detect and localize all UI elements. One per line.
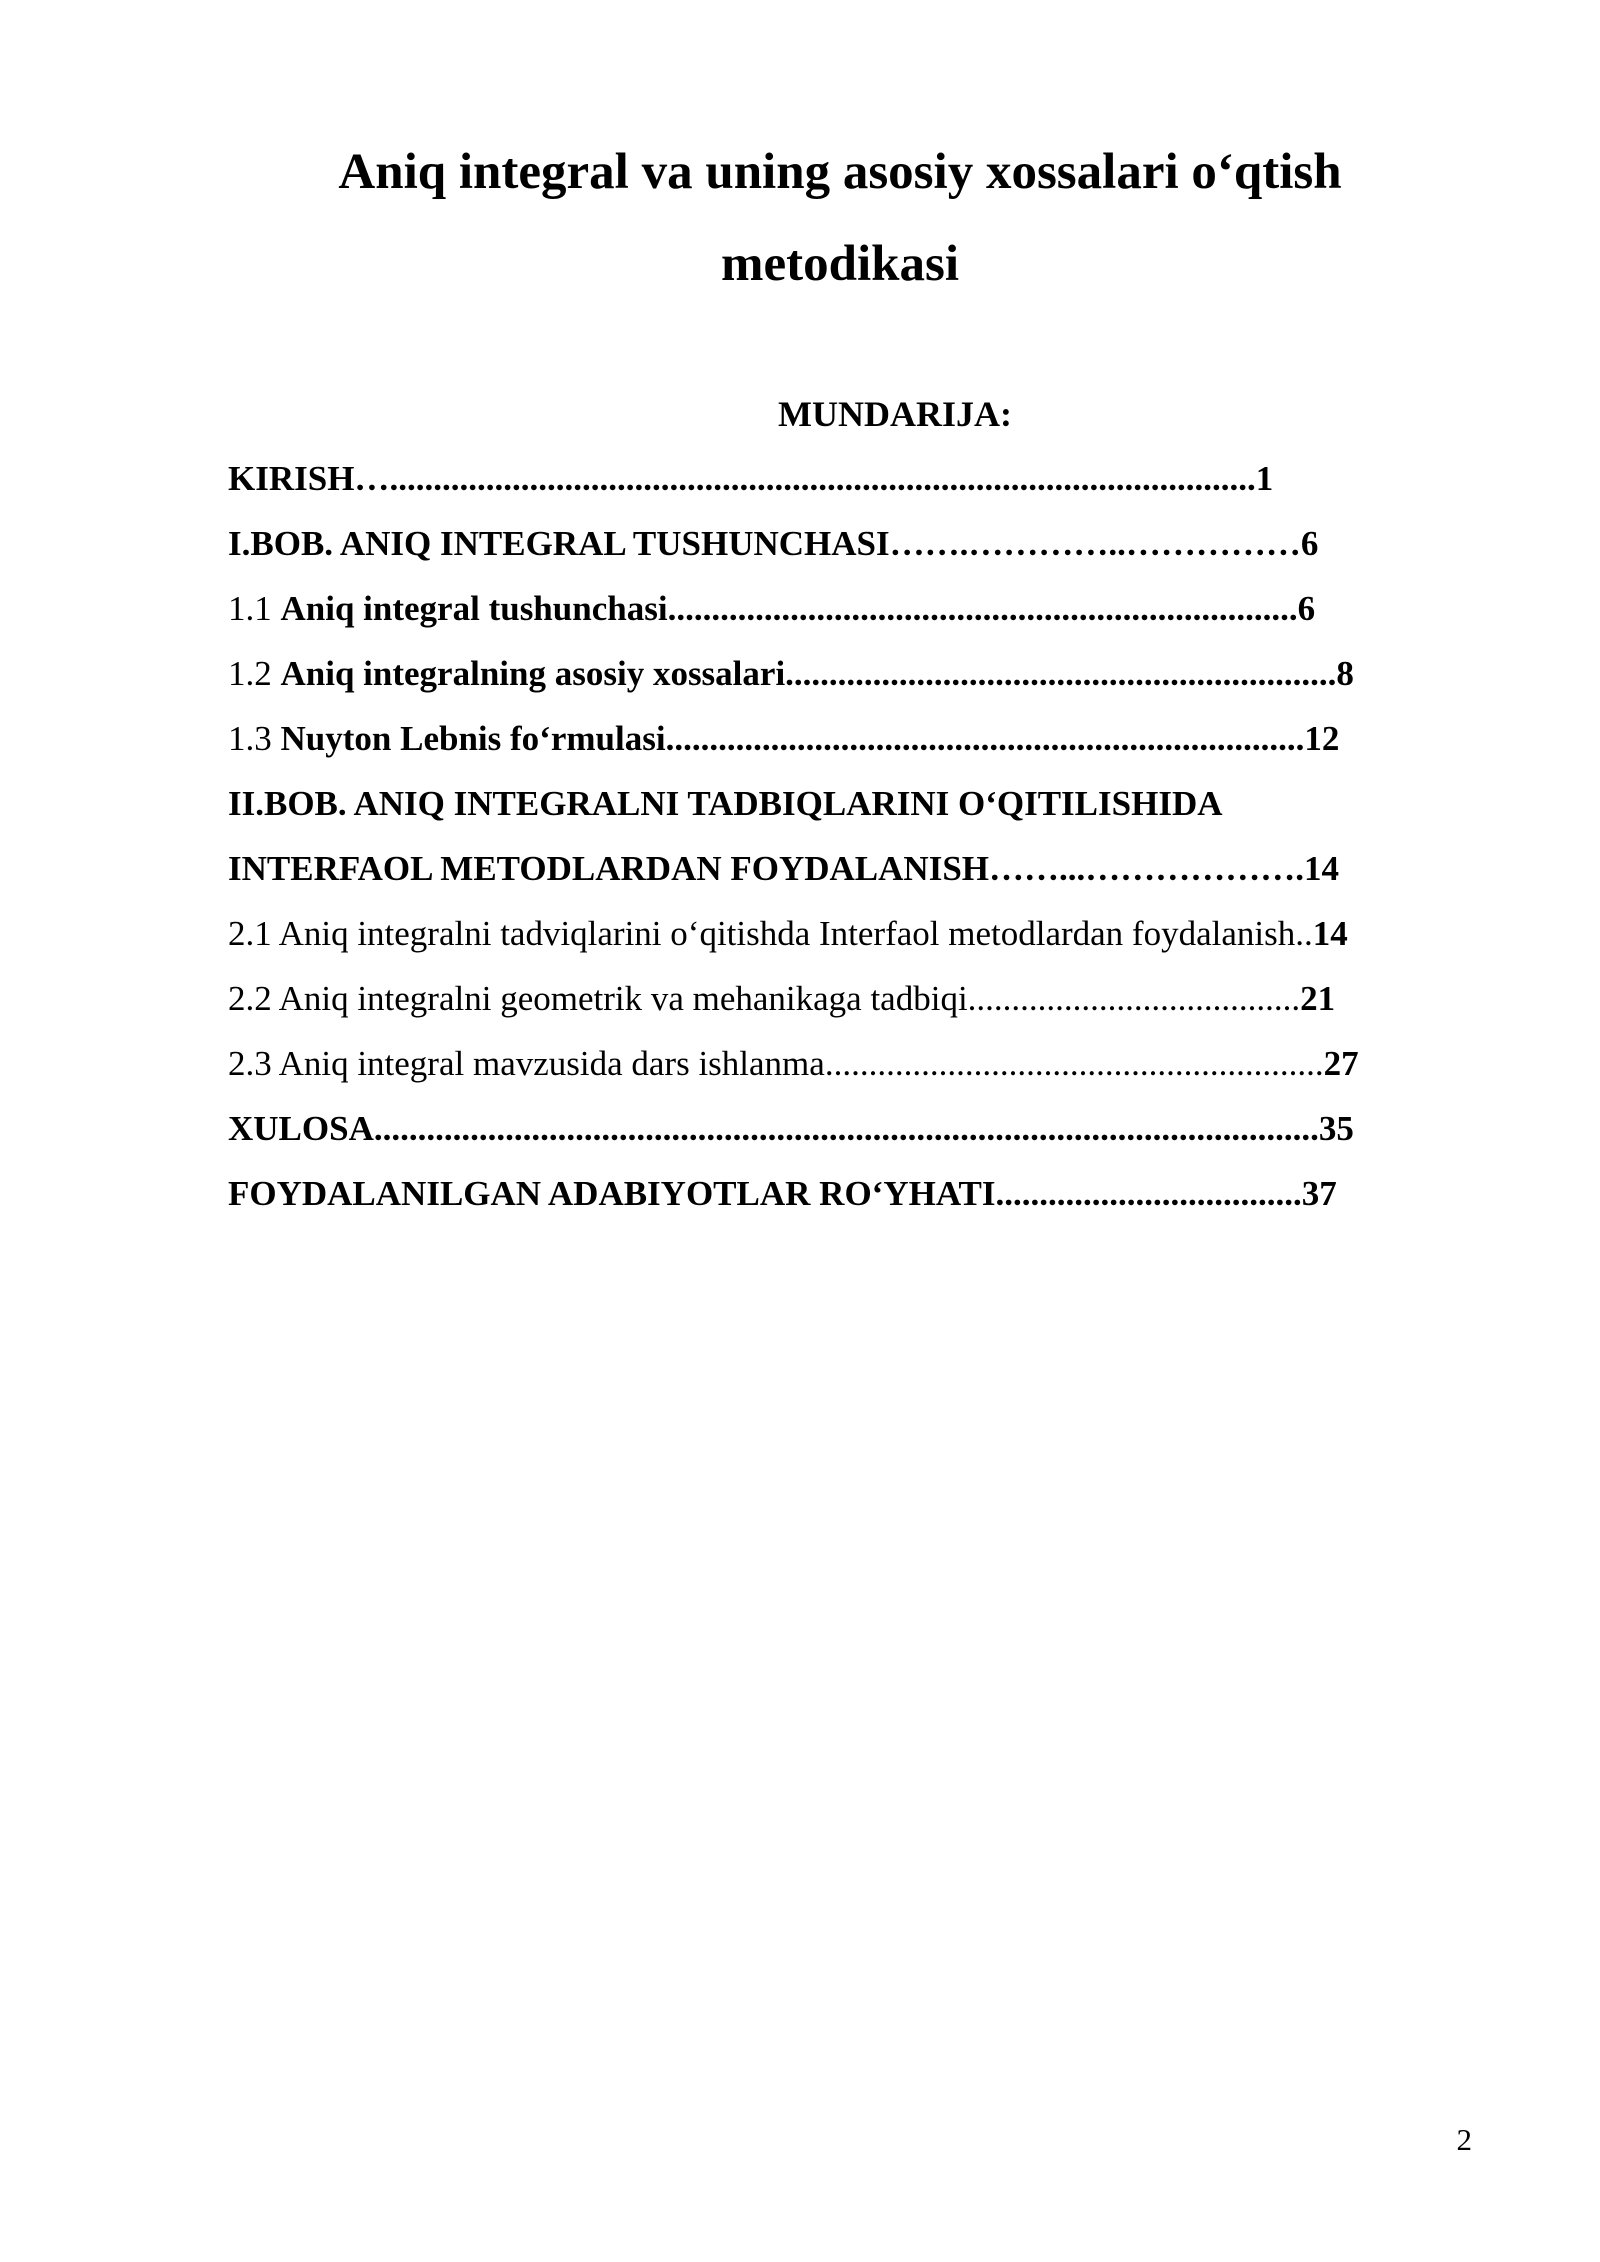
toc-entry-page: 14 (1304, 849, 1340, 888)
toc-entry-leader: …….…………..…………… (889, 524, 1301, 563)
toc-entry-leader: ......................................................... (824, 1044, 1324, 1083)
toc-entry-number: 1.2 (228, 654, 281, 693)
toc-entry-page: 1 (1255, 459, 1274, 498)
toc-entry-1-3 (228, 716, 1478, 781)
page-number: 2 (1456, 2122, 1472, 2157)
toc-entry-2-1 (228, 911, 1478, 976)
toc-entry-label: XULOSA (228, 1109, 374, 1148)
toc-entry-number: 1.3 (228, 719, 281, 758)
toc-entry-label: I.BOB. ANIQ INTEGRAL TUSHUNCHASI (228, 524, 890, 563)
toc-entry-kirish (228, 456, 1478, 521)
toc-entry-label: 2.3 Aniq integral mavzusida dars ishlanma (228, 1044, 825, 1083)
toc-entry-label: Nuyton Lebnis fo‘rmulasi (280, 719, 666, 758)
toc-entry-page: 27 (1323, 1044, 1359, 1083)
toc-entry-page: 37 (1301, 1174, 1337, 1213)
toc-entry-label: Aniq integralning asosiy xossalari (280, 654, 786, 693)
toc-entry-leader: ...................................... (967, 979, 1301, 1018)
toc-entry-page: 14 (1312, 914, 1348, 953)
toc-entry-1-1 (228, 586, 1478, 651)
document-title-line-2: metodikasi (720, 236, 960, 292)
toc-entry-adabiyotlar (228, 1171, 1478, 1236)
toc-entry-label: Aniq integral tushunchasi (280, 589, 668, 628)
toc-entry-1-2 (228, 651, 1478, 716)
toc-entry-page: 12 (1304, 719, 1340, 758)
toc-entry-leader: .. (1295, 914, 1313, 953)
toc-entry-xulosa (228, 1106, 1478, 1171)
toc-entry-page: 21 (1300, 979, 1336, 1018)
toc-entry-label: 2.1 Aniq integralni tadviqlarini o‘qitishda Interfaol metodlardan foydalanish (228, 914, 1296, 953)
table-of-contents (228, 456, 1478, 1236)
toc-entry-label: FOYDALANILGAN ADABIYOTLAR RO‘YHATI (228, 1174, 996, 1213)
toc-entry-bob-1 (228, 521, 1478, 586)
toc-entry-2-2 (228, 976, 1478, 1041)
toc-entry-leader: ................................................................................................... (389, 459, 1256, 498)
toc-entry-label: 2.2 Aniq integralni geometrik va mehanikaga tadbiqi (228, 979, 968, 1018)
toc-entry-2-3 (228, 1041, 1478, 1106)
toc-entry-leader: ........................................................................ (667, 589, 1298, 628)
toc-entry-leader: ……...………………. (989, 849, 1305, 888)
toc-entry-page: 6 (1297, 589, 1316, 628)
toc-entry-leader: ................................... (995, 1174, 1302, 1213)
toc-entry-label: II.BOB. ANIQ INTEGRALNI TADBIQLARINI O‘QITILISHIDA (228, 784, 1223, 823)
toc-heading: MUNDARIJA: (778, 394, 1012, 434)
toc-entry-page: 8 (1336, 654, 1354, 693)
toc-entry-bob-2-line-2 (228, 846, 1478, 911)
toc-entry-leader: ......................................................................... (665, 719, 1305, 758)
toc-entry-leader: ............................................................................................................ (373, 1109, 1319, 1148)
toc-entry-leader: ............................................................... (785, 654, 1337, 693)
toc-entry-page: 6 (1300, 524, 1319, 563)
toc-entry-label: INTERFAOL METODLARDAN FOYDALANISH (228, 849, 990, 888)
toc-entry-bob-2-line-1 (228, 781, 1478, 846)
document-title-line-1: Aniq integral va uning asosiy xossalari o‘qtish (338, 144, 1342, 200)
toc-entry-label: KIRISH… (228, 459, 390, 498)
toc-entry-page: 35 (1318, 1109, 1354, 1148)
toc-entry-number: 1.1 (228, 589, 281, 628)
